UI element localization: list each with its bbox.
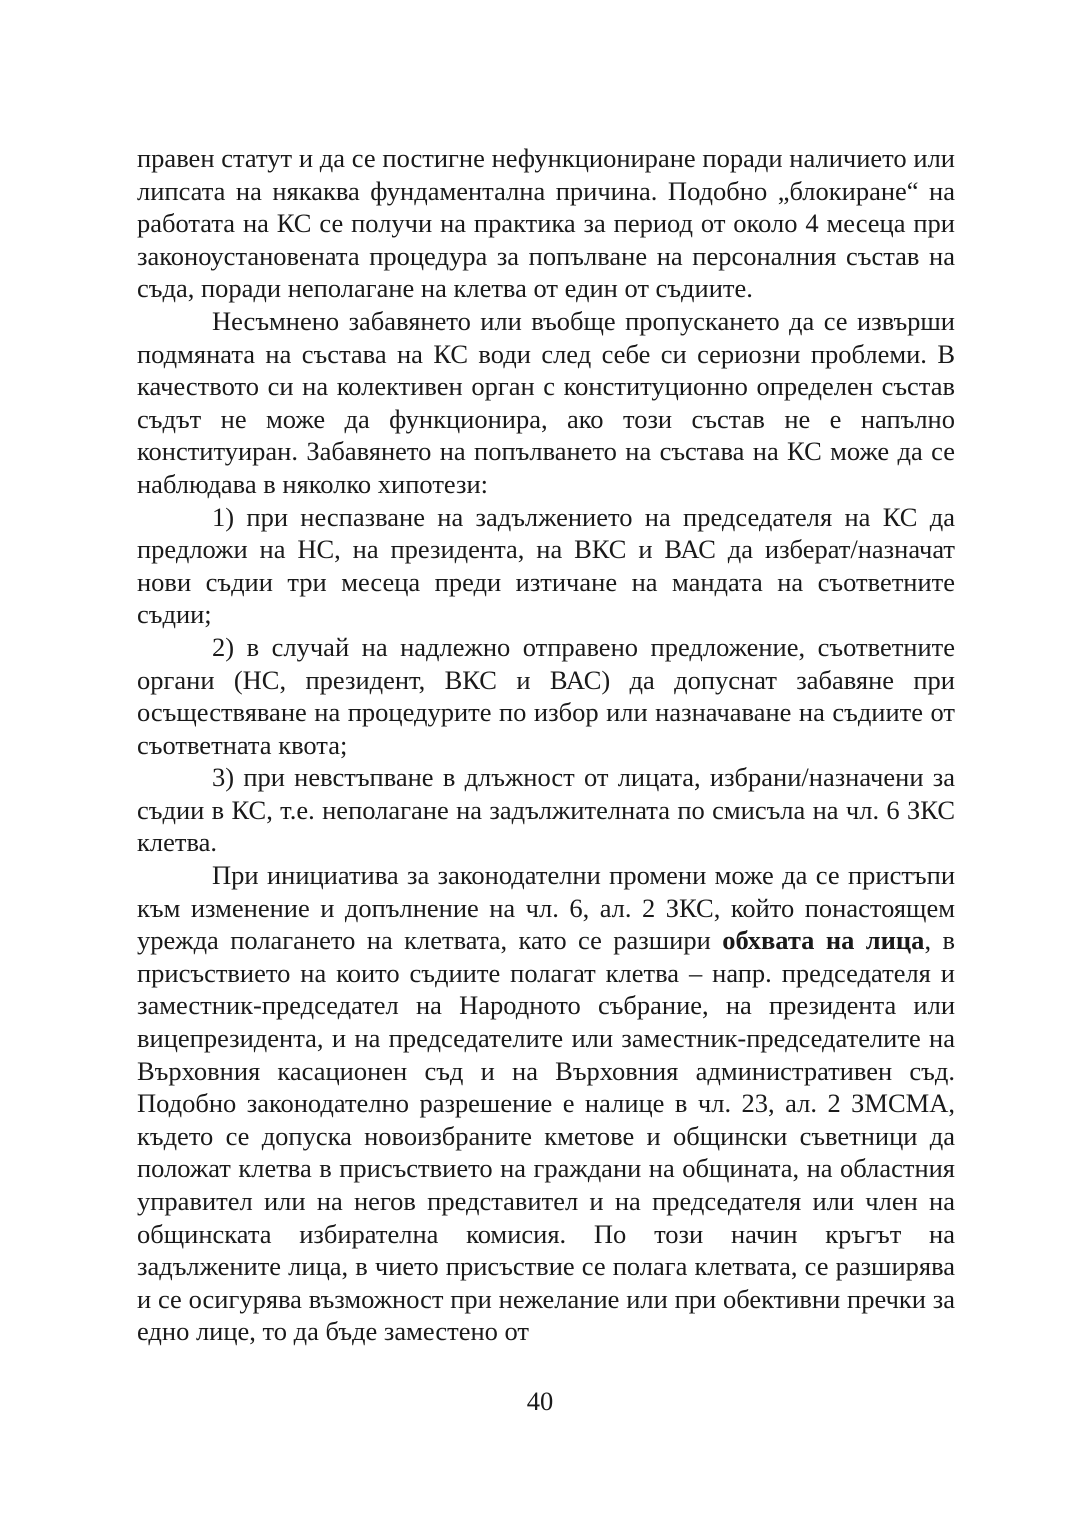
paragraph-1: правен статут и да се постигне нефункциониране поради наличието или липсата на някаква фундаментална причина. Подобно „блокиране“ на работата на КС се получи на практика за период от около 4 месеца при законоустановената процедура за попълване на персоналния състав на съда, поради неполагане на клетва от един от съдиите. (137, 143, 955, 304)
page-number: 40 (526, 1386, 554, 1416)
paragraph-2: Несъмнено забавянето или въобще пропускането да се извърши подмяната на състава на КС води след себе си сериозни проблеми. В качеството си на колективен орган с конституционно определен състав съдът не може да функционира, ако този състав не е напълно конституиран. Забавянето на попълването на състава на КС може да се наблюдава в няколко хипотези: (137, 305, 955, 499)
list-item-3: 3) при невстъпване в длъжност от лицата, избрани/назначени за съдии в КС, т.е. неполагане на задължителната по смисъла на чл. 6 ЗКС клетва. (137, 762, 955, 858)
list-item-1: 1) при неспазване на задължението на председателя на КС да предложи на НС, на президента, на ВКС и ВАС да изберат/назначат нови съдии три месеца преди изтичане на мандата на съответните съдии; (137, 501, 955, 630)
list-item-2: 2) в случай на надлежно отправено предложение, съответните органи (НС, президент, ВКС и ВАС) да допуснат забавяне при осъществяване на процедурите по избор или назначаване на съдиите от съответната квота; (137, 631, 955, 760)
paragraph-6-bold: обхвата на лица (722, 925, 925, 956)
paragraph-6-after: , в присъствието на които съдиите полагат клетва – напр. председателя и заместник-председател на Народното събрание, на президента или вицепрезидента, и на председателите или заместник-председателите на Върховния касационен съд и на Върховния административен съд. Подобно законодателно разрешение е налице в чл. 23, ал. 2 ЗМСМА, където се допуска новоизбраните кметове и общински съветници да положат клетва в присъствието на граждани на общината, на областния управител или на негов представител и на председателя или член на общинската избирателна комисия. По този начин кръгът на задължените лица, в чието присъствие се полага клетвата, се разширява и се осигурява възможност при нежелание или при обективни пречки за едно лице, то да бъде заместено от (137, 925, 955, 1347)
paragraph-6 (137, 859, 955, 1348)
paragraph-6-before: При инициатива за законодателни промени може да се пристъпи към изменение и допълнение на чл. 6, ал. 2 ЗКС, който понастоящем урежда полагането на клетвата, като се разшири (137, 860, 955, 956)
page-body (137, 142, 955, 1348)
